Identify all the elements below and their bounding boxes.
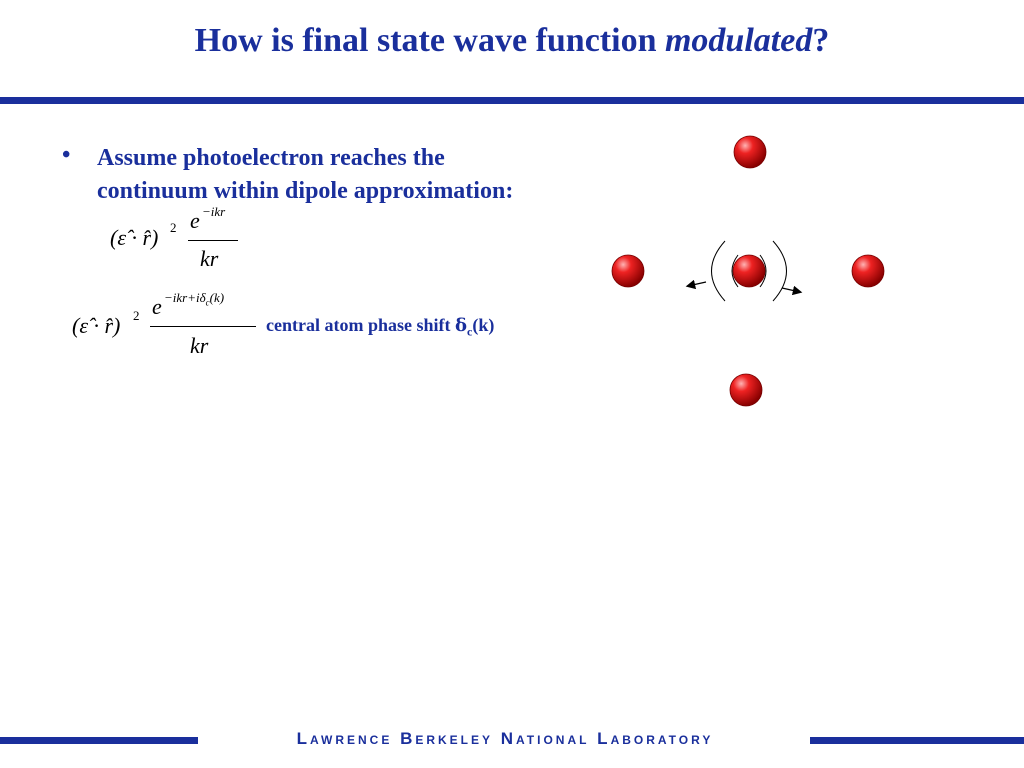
wavefront-outer-left [712, 241, 726, 301]
atom-top [734, 136, 766, 168]
eq1-numerator: e [190, 208, 200, 233]
footer-lab-name: Lawrence Berkeley National Laboratory [296, 729, 714, 748]
phase-shift-subscript: c [467, 324, 473, 339]
eq2-numerator: e [152, 294, 162, 319]
phase-shift-text: central atom phase shift [266, 315, 455, 335]
eq2-fraction-bar [150, 326, 256, 327]
atom-center [733, 255, 765, 287]
arrow-right [782, 288, 800, 292]
bullet-marker: • [62, 142, 71, 168]
title-main: How is final state wave function [194, 22, 665, 59]
title-end: ? [812, 22, 830, 59]
atom-left [612, 255, 644, 287]
eq2-exponent-main: −ikr+iδ [164, 290, 206, 305]
eq1-power: 2 [170, 220, 177, 235]
phase-shift-tail: (k) [472, 315, 495, 335]
eq1-denominator: kr [200, 246, 219, 271]
bullet-text [97, 142, 617, 208]
eq2-exponent-tail: (k) [209, 290, 225, 305]
arrow-left [688, 282, 706, 286]
bullet-line-2: continuum within dipole approximation: [97, 178, 514, 204]
eq2-power: 2 [133, 308, 140, 323]
header-rule [0, 97, 1024, 104]
atom-bottom [730, 374, 762, 406]
footer-rule-left [0, 737, 198, 744]
atom-right [852, 255, 884, 287]
eq2-exponent-sub: c [205, 297, 210, 308]
footer-rule-right [810, 737, 1024, 744]
eq1-fraction-bar [188, 240, 238, 241]
wavefront-outer-right [773, 241, 787, 301]
phase-shift-symbol: δ [454, 315, 467, 336]
eq1-exponent: −ikr [202, 204, 226, 219]
eq2-exponent [164, 290, 224, 308]
eq1-prefactor: (ε̂ · r̂) [110, 225, 159, 250]
title-emphasis: modulated [664, 22, 813, 59]
eq2-prefactor: (ε̂ · r̂) [72, 313, 121, 338]
eq2-denominator: kr [190, 333, 209, 358]
atom-cluster-diagram [580, 120, 920, 420]
phase-shift-label [266, 315, 494, 340]
bullet-line-1: Assume photoelectron reaches the [97, 145, 445, 171]
slide-title [0, 22, 1024, 60]
